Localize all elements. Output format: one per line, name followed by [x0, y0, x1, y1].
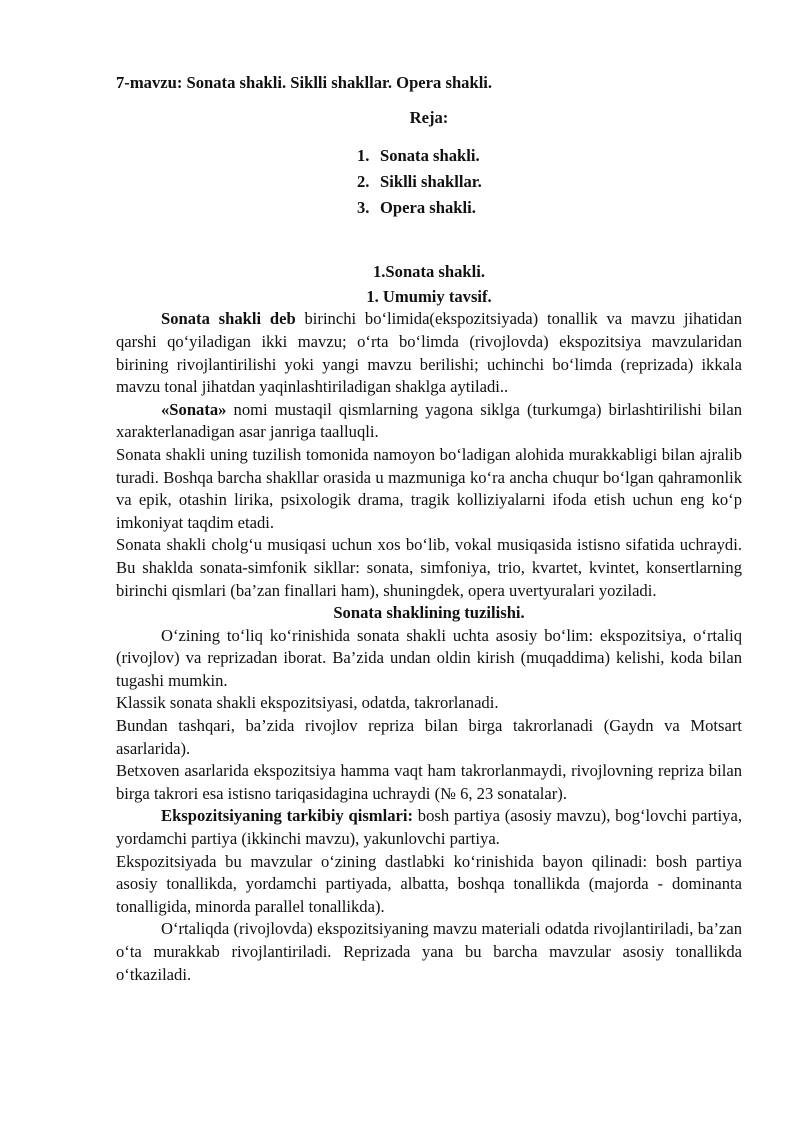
paragraph: Sonata shakli uning tuzilish tomonida namoyon bo‘ladigan alohida murakkabligi bilan ajralib turadi. Boshqa barcha shakllar orasida u mazmuniga ko‘ra ancha chuqur bo‘lgan qahramonlik va epik, otashin lirika, psixologik drama, tragik kolliziyalarni ifoda etish uchun eng ko‘p imkoniyat taqdim etadi.	[116, 444, 742, 532]
paragraph: Betxoven asarlarida ekspozitsiya hamma vaqt ham takrorlanmaydi, rivojlovning repriza bilan birga takrori esa istisno tariqasidagina uchraydi (№ 6, 23 sonatalar).	[116, 761, 742, 803]
topic-title: 7-mavzu: Sonata shakli. Siklli shakllar. Opera shakli.	[116, 73, 493, 92]
paragraph: Sonata shakli cholg‘u musiqasi uchun xos bo‘lib, vokal musiqasida istisno sifatida uchraydi. Bu shaklda sonata-simfonik sikllar: sonata, simfoniya, trio, kvartet, kvintet, konsertlarning birinchi qismlari (ba’zan finallari ham), shuningdek, opera uvertyuralari yoziladi.	[116, 535, 742, 600]
section-heading: Sonata shaklining tuzilishi.	[333, 603, 525, 623]
bold-term: Ekspozitsiyaning tarkibiy qismlari:	[161, 806, 414, 826]
section-title: 1.Sonata shakli.	[372, 262, 486, 282]
plan-list	[116, 143, 742, 221]
paragraph: Ekspozitsiyaning tarkibiy qismlari: bosh partiya (asosiy mavzu), bog‘lovchi partiya, yordamchi partiya (ikkinchi mavzu), yakunlovchi partiya.	[116, 806, 742, 849]
plan-item	[116, 169, 742, 195]
subsection-title: 1. Umumiy tavsif.	[366, 286, 492, 306]
paragraph: Ekspozitsiyada bu mavzular o‘zining dastlabki ko‘rinishida bayon qilinadi: bosh partiya asosiy tonallikda, yordamchi partiyada, albatta, boshqa tonallikda (majorda - dominanta tonalligida, minorda parallel tonallikda).	[116, 851, 742, 916]
paragraph: Klassik sonata shakli ekspozitsiyasi, odatda, takrorlanadi.	[116, 693, 499, 713]
bold-term: «Sonata»	[161, 399, 227, 419]
plan-item-text: Opera shakli.	[380, 198, 476, 218]
plan-title: Reja:	[409, 107, 449, 127]
document-page	[116, 72, 742, 986]
paragraph: O‘rtaliqda (rivojlovda) ekspozitsiyaning mavzu materiali odatda rivojlantiriladi, ba’zan o‘ta murakkab rivojlantiriladi. Reprizada yana bu barcha mavzular asosiy tonallikda o‘tkaziladi.	[116, 919, 742, 984]
paragraph: O‘zining to‘liq ko‘rinishida sonata shakli uchta asosiy bo‘lim: ekspozitsiya, o‘rtaliq (rivojlov) va reprizadan iborat. Ba’zida undan oldin kirish (muqaddima) kelishi, koda bilan tugashi mumkin.	[116, 625, 742, 690]
plan-item-number: 3.	[357, 198, 370, 218]
paragraph: Bundan tashqari, ba’zida rivojlov repriza bilan birga takrorlanadi (Gaydn va Motsart asarlarida).	[116, 716, 742, 758]
plan-item-text: Siklli shakllar.	[380, 172, 482, 192]
plan-item-number: 2.	[357, 172, 370, 192]
bold-term: Sonata shakli deb	[161, 309, 296, 329]
paragraph: Sonata shakli deb birinchi bo‘limida(ekspozitsiyada) tonallik va mavzu jihatidan qarshi qo‘yiladigan ikki mavzu; o‘rta bo‘limda (rivojlovda) ekspozitsiya mavzularidan birining rivojlantirilishi yoki yangi mavzu berilishi; uchinchi bo‘limda (reprizada) ikkala mavzu tonal jihatdan yaqinlashtiriladigan shaklga aytiladi..	[116, 309, 742, 397]
paragraph: «Sonata» nomi mustaqil qismlarning yagona siklga (turkumga) birlashtirilishi bilan xarakterlanadigan asar janriga taalluqli.	[116, 399, 742, 442]
plan-item-number: 1.	[357, 146, 370, 166]
plan-item	[116, 195, 742, 221]
plan-item-text: Sonata shakli.	[380, 146, 480, 166]
plan-item	[116, 143, 742, 169]
